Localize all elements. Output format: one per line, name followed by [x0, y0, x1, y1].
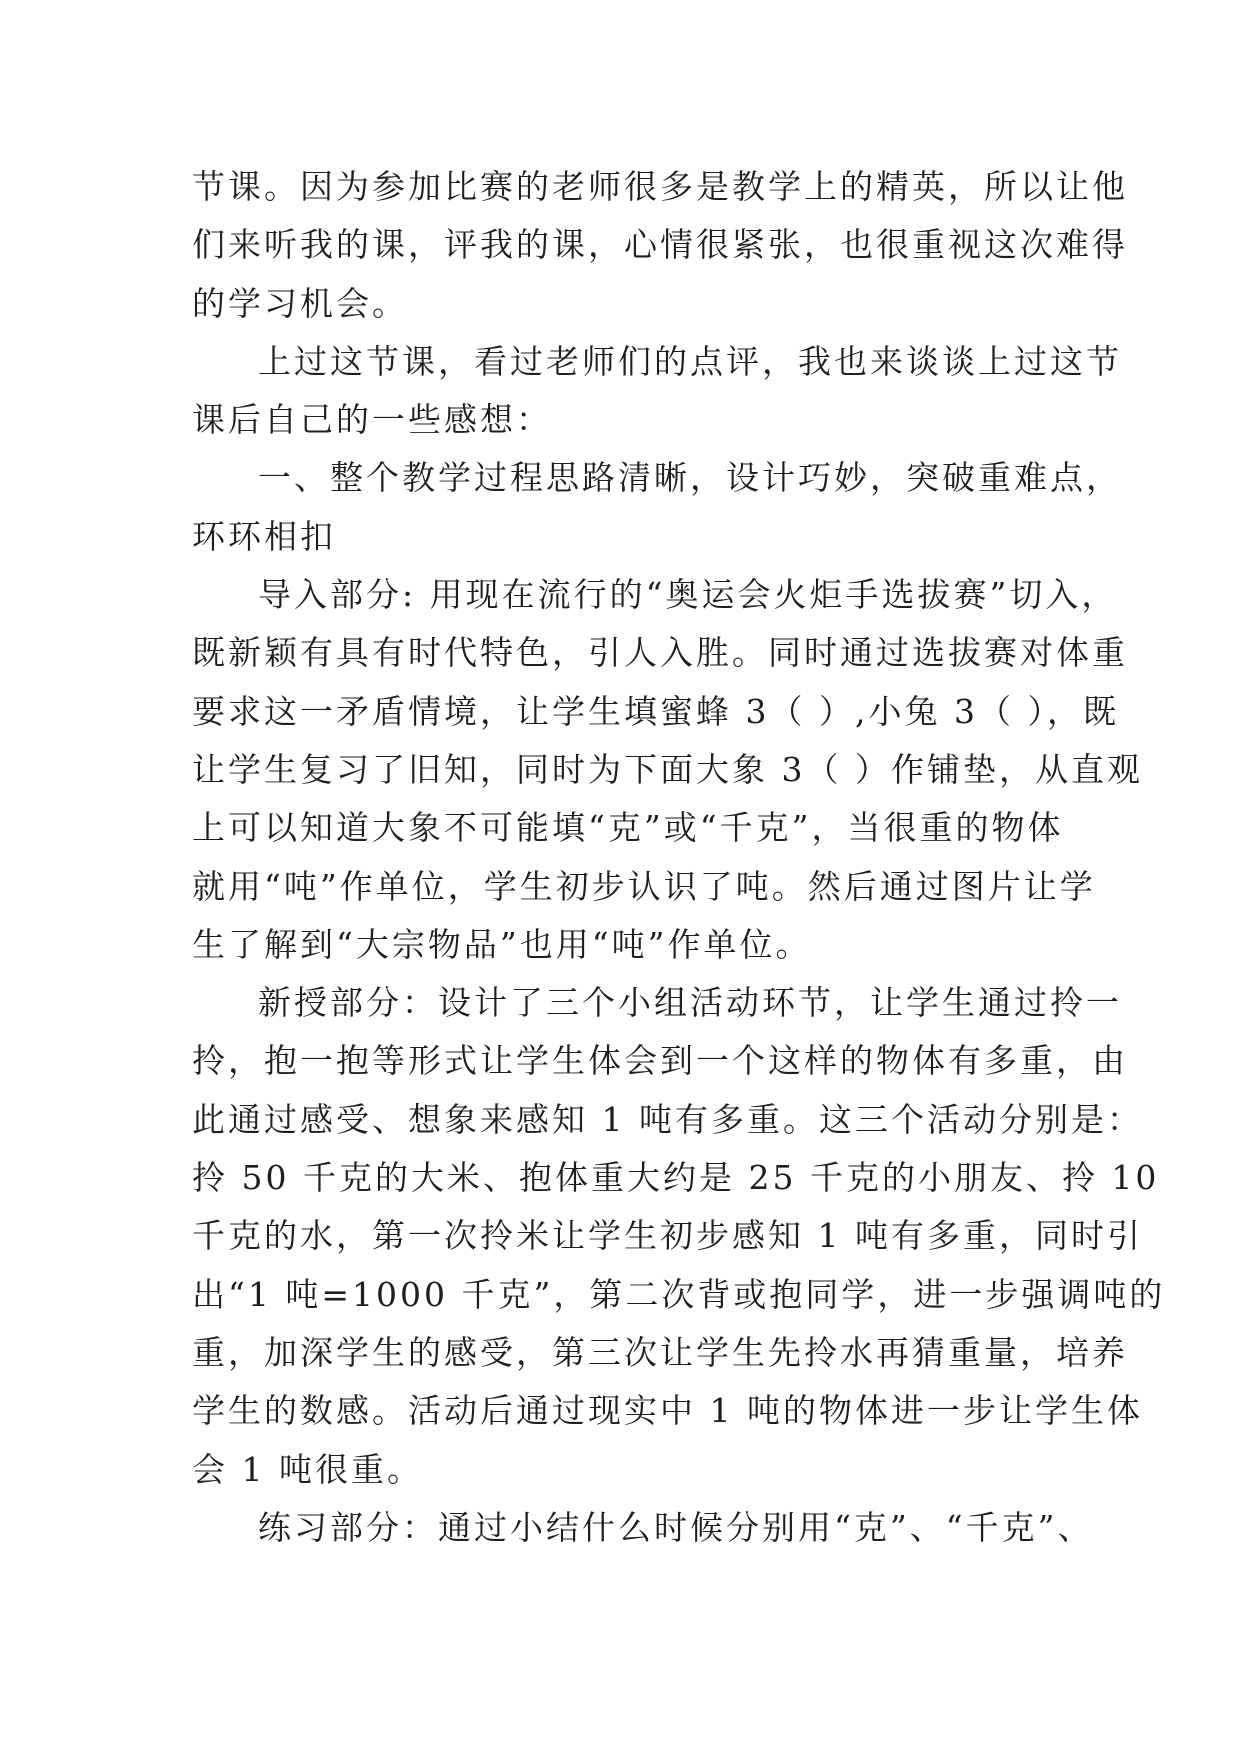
text-line: 既新颖有具有时代特色，引人入胜。同时通过选拔赛对体重: [192, 633, 1128, 673]
text-line: 节课。因为参加比赛的老师很多是教学上的精英，所以让他: [192, 167, 1128, 206]
text-line: 拎 50 千克的大米、抱体重大约是 25 千克的小朋友、拎 10: [192, 1158, 1160, 1198]
text-line: 千克的水，第一次拎米让学生初步感知 1 吨有多重，同时引: [192, 1216, 1143, 1256]
text-line: 们来听我的课，评我的课，心情很紧张，也很重视这次难得: [192, 225, 1128, 265]
text-line: 环环相扣: [192, 516, 336, 556]
text-line: 出“1 吨=1000 千克”，第二次背或抱同学，进一步强调吨的: [192, 1274, 1166, 1314]
text-line: 导入部分: 用现在流行的“奥运会火炬手选拔赛”切入，: [258, 575, 1118, 615]
text-line: 练习部分：通过小结什么时候分别用“克”、“千克”、: [258, 1507, 1094, 1547]
text-line: 学生的数感。活动后通过现实中 1 吨的物体进一步让学生体: [192, 1391, 1143, 1431]
text-line: 要求这一矛盾情境，让学生填蜜蜂 3（ ）,小兔 3（ ），既: [192, 691, 1119, 731]
text-line: 就用“吨”作单位，学生初步认识了吨。然后通过图片让学: [192, 866, 1096, 906]
text-line: 让学生复习了旧知，同时为下面大象 3（ ）作铺垫，从直观: [192, 749, 1143, 789]
text-line: 的学习机会。: [192, 283, 408, 323]
document-body: [192, 158, 1166, 1557]
text-line: 生了解到“大宗物品”也用“吨”作单位。: [192, 924, 812, 964]
text-line: 重，加深学生的感受，第三次让学生先拎水再猜重量，培养: [192, 1332, 1128, 1372]
text-line: 课后自己的一些感想：: [192, 400, 552, 440]
text-line: 一、整个教学过程思路清晰，设计巧妙，突破重难点，: [258, 458, 1122, 498]
text-line: 会 1 吨很重。: [192, 1449, 423, 1489]
text-line: 上过这节课，看过老师们的点评，我也来谈谈上过这节: [258, 341, 1122, 381]
text-line: 上可以知道大象不可能填“克”或“千克”，当很重的物体: [192, 808, 1064, 848]
text-line: 拎，抱一抱等形式让学生体会到一个这样的物体有多重，由: [192, 1041, 1128, 1081]
text-line: 此通过感受、想象来感知 1 吨有多重。这三个活动分别是：: [192, 1099, 1143, 1139]
text-line: 新授部分：设计了三个小组活动环节，让学生通过拎一: [258, 983, 1122, 1023]
